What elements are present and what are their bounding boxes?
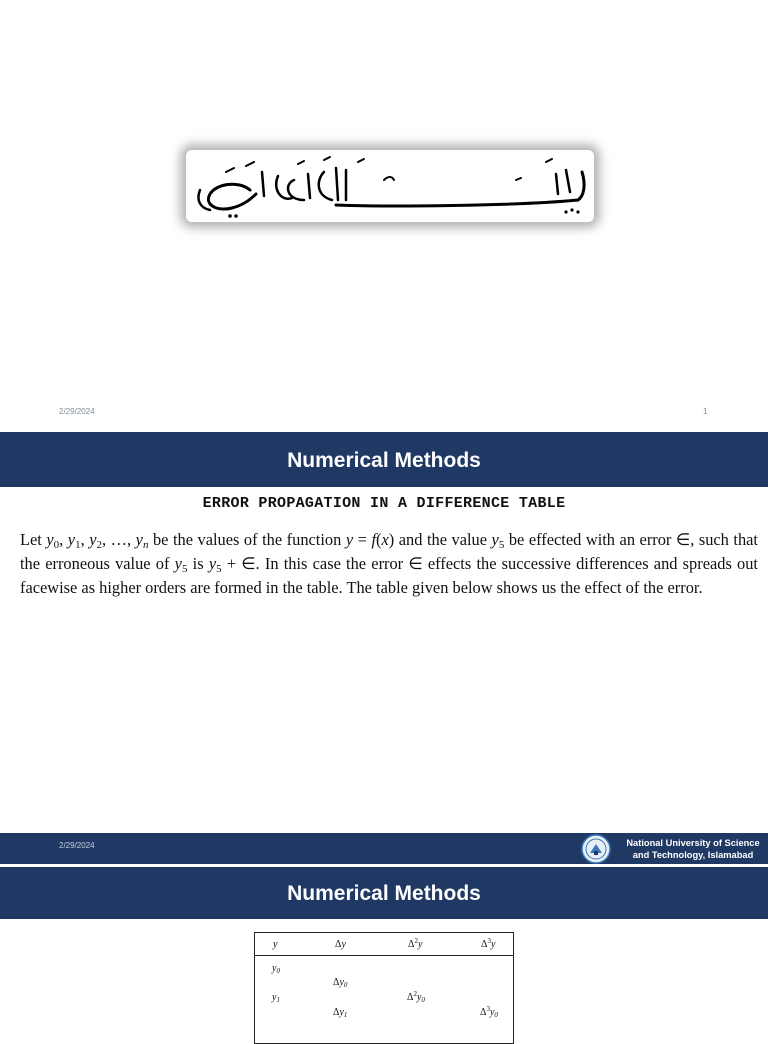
university-name-line2: and Technology, Islamabad	[632, 850, 754, 860]
table-cell-delta3-y0: $\Delta^3y_0$	[480, 1005, 498, 1019]
slide-number: 1	[703, 407, 708, 416]
text-fragment: be effected with an error ∈, such that the erroneous value of	[20, 530, 758, 573]
table-header-y: y	[273, 939, 278, 950]
footer-date: 2/29/2024	[59, 841, 95, 850]
footer-bar	[0, 833, 768, 864]
university-logo-icon	[581, 834, 611, 864]
slide-2	[0, 432, 768, 864]
table-header-delta2-y: $\Delta^2y$	[408, 937, 423, 950]
slide-1	[0, 0, 768, 432]
slide-title: Numerical Methods	[0, 432, 768, 487]
table-header-divider	[255, 955, 513, 956]
table-cell-delta-y0: $\Delta y_0$	[333, 977, 348, 989]
table-cell-delta-y1: $\Delta y_1$	[333, 1007, 348, 1019]
table-cell-y0: $y_0$	[272, 963, 280, 975]
text-fragment: is	[187, 554, 209, 573]
table-cell-y1: $y_1$	[272, 992, 280, 1004]
slide-title: Numerical Methods	[0, 867, 768, 919]
section-heading: ERROR PROPAGATION IN A DIFFERENCE TABLE	[202, 495, 566, 512]
text-fragment: Let	[20, 530, 47, 549]
table-header-delta-y: Δy	[335, 939, 346, 950]
text-fragment: + ∈. In this case the error ∈ effects the successive differences and spreads out facewise as higher orders are formed in the table. The table given below shows us the effect of the error.	[20, 554, 758, 597]
table-header-delta3-y: $\Delta^3y$	[481, 937, 496, 950]
body-paragraph: Let $y_0$, $y_1$, $y_2$, …, $y_n$ be the values of the function y = f(x) and the value $y_5$ be effected with an error ∈, such that the erroneous value of $y_5$ is $y_5$ + ∈. In this case the error ∈ effects the successive differences and spreads out facewise as higher orders are formed in the table. The table given below shows us the effect of the error.	[20, 530, 758, 597]
bismillah-calligraphy-image	[186, 150, 594, 222]
university-name-line1: National University of Science	[626, 838, 760, 848]
table-cell-delta2-y0: $\Delta^2y_0$	[407, 990, 425, 1004]
university-name	[618, 837, 768, 861]
text-fragment: and the value	[394, 530, 492, 549]
slide-3	[0, 864, 768, 1024]
slide-separator	[0, 864, 768, 866]
difference-table	[254, 932, 514, 1044]
text-fragment: be the values of the function	[148, 530, 346, 549]
calligraphy-drawing	[186, 150, 594, 222]
slide-date: 2/29/2024	[59, 407, 95, 416]
